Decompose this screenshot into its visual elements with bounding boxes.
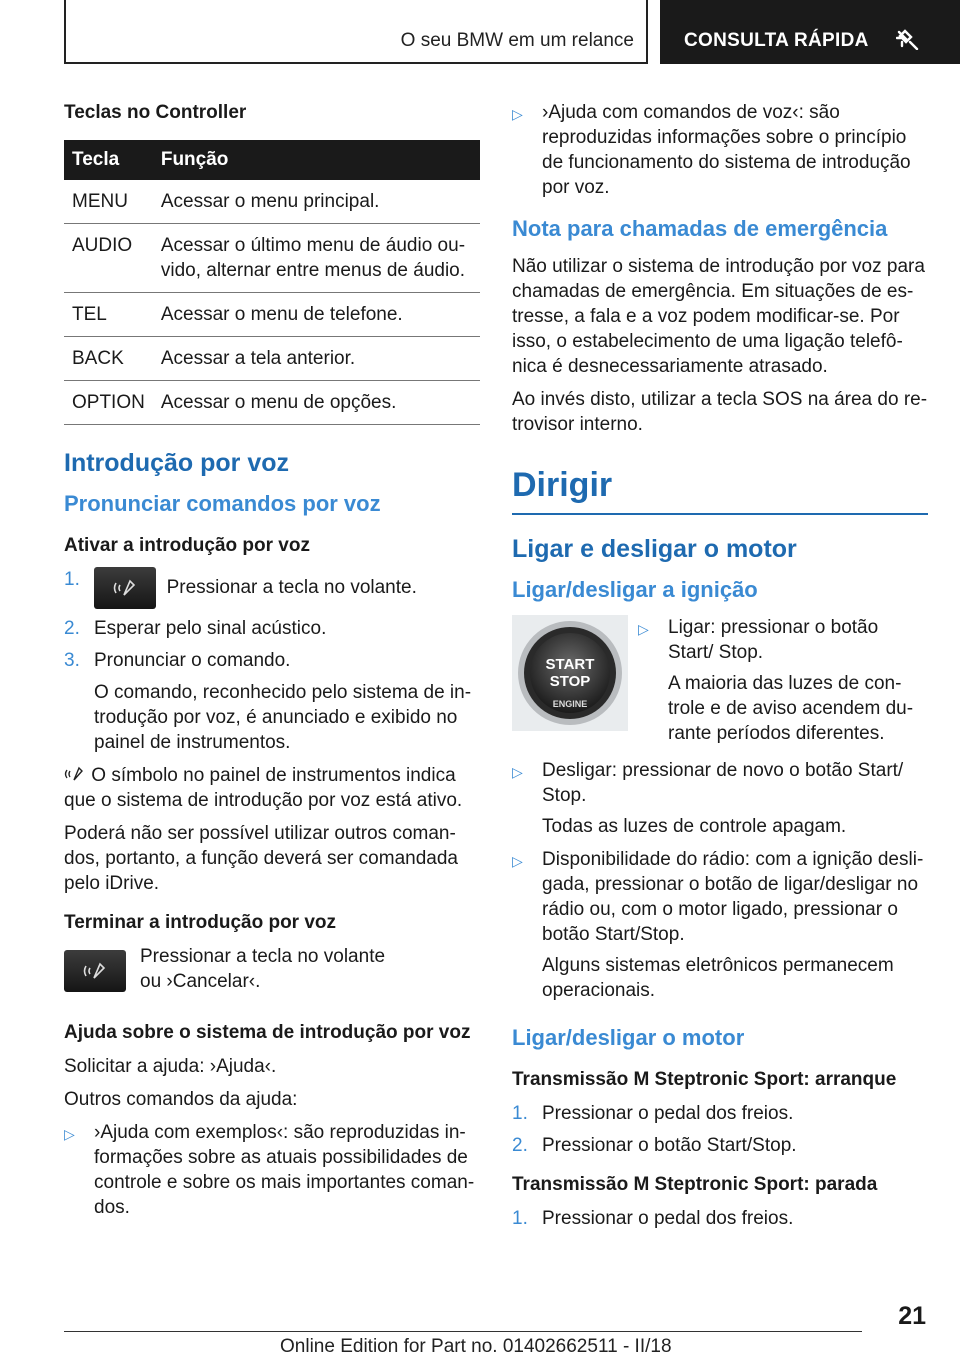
list-item <box>64 680 480 755</box>
table-cell-function: Acessar o último menu de áudio ouvido, alternar entre menus de áudio. <box>153 224 480 293</box>
bullet-text: Disponibilidade do rádio: com a ignição desligada, pressionar o botão de ligar/desligar no rádio ou, com o motor ligado, pressionar o botão Start/Stop. <box>542 849 924 945</box>
footer-edition: Online Edition for Part no. 01402662511 - II/18 <box>280 1336 672 1357</box>
header-section-box <box>64 0 648 64</box>
table-row <box>64 337 480 381</box>
bullet-triangle-icon: ▷ <box>638 621 649 637</box>
table-title: Teclas no Controller <box>64 102 247 123</box>
emergency-paragraph-1: Não utilizar o sistema de introdução por voz para chamadas de emergência. Em situações de estresse, a fala e a voz podem modificar-se. Por isso, o estabelecimento de uma ligação telefônica é desnecessariamente atrasado. <box>512 256 925 377</box>
right-column <box>512 100 928 1239</box>
heading-voice-commands: Pronunciar comandos por voz <box>64 491 381 516</box>
list-item <box>512 1101 928 1126</box>
bullet-triangle-icon: ▷ <box>64 1126 75 1142</box>
table-cell-key: BACK <box>64 337 153 381</box>
stop-steps <box>512 1206 928 1231</box>
heading-voice-help: Ajuda sobre o sistema de introdução por voz <box>64 1022 471 1043</box>
list-item <box>512 847 928 1003</box>
voice-key-image <box>94 567 156 609</box>
table-row <box>64 180 480 224</box>
symbol-paragraph <box>64 763 480 813</box>
bullet-text: ›Ajuda com exemplos‹: são reproduzidas informações sobre as atuais possibilidades de controle e sobre os mais importantes comandos. <box>94 1122 475 1218</box>
bullet-subtext: A maioria das luzes de controle e de aviso acendem durante períodos diferentes. <box>668 673 914 744</box>
list-item <box>64 616 480 641</box>
table-cell-function: Acessar o menu principal. <box>153 180 480 224</box>
step-number: 2. <box>64 618 80 639</box>
bullet-text: Desligar: pressionar de novo o botão Start/ Stop. <box>542 760 904 806</box>
heading-voice-input: Introdução por voz <box>64 449 289 477</box>
end-voice-text: Pressionar a tecla no volante ou ›Cancelar‹. <box>140 946 386 992</box>
help-bullets-cont <box>512 100 928 200</box>
other-commands-text: Outros comandos da ajuda: <box>64 1089 298 1110</box>
voice-command-icon <box>82 960 108 982</box>
step-text: Pronunciar o comando. <box>94 650 291 671</box>
step-text: Esperar pelo sinal acústico. <box>94 618 327 639</box>
end-voice-block <box>64 944 480 1002</box>
list-item <box>512 1133 928 1158</box>
table-cell-key: TEL <box>64 293 153 337</box>
button-label-engine: ENGINE <box>552 699 588 709</box>
header-section-title: O seu BMW em um relance <box>400 30 634 51</box>
idrive-note: Poderá não ser possível utilizar outros comandos, portanto, a função deverá ser comandada pelo iDrive. <box>64 823 458 894</box>
heading-engine: Ligar e desligar o motor <box>512 535 797 563</box>
voice-key-image <box>64 950 126 992</box>
ignition-bullets-cont <box>512 758 928 1003</box>
step-number: 3. <box>64 650 80 671</box>
start-steps <box>512 1101 928 1158</box>
table-cell-function: Acessar o menu de opções. <box>153 381 480 425</box>
list-item <box>64 648 480 673</box>
heading-emergency: Nota para chamadas de emergência <box>512 216 888 241</box>
footer-divider <box>64 1331 862 1332</box>
heading-driving: Dirigir <box>512 463 928 515</box>
table-row <box>64 224 480 293</box>
start-stop-button-icon <box>512 615 628 731</box>
header-tab-label: CONSULTA RÁPIDA <box>684 30 869 51</box>
bullet-text: ›Ajuda com comandos de voz‹: são reproduzidas informações sobre o princípio de funcionamento do sistema de introdução por voz. <box>542 102 911 198</box>
list-item <box>512 1206 928 1231</box>
table-cell-key: MENU <box>64 180 153 224</box>
table-header-function: Função <box>153 140 480 180</box>
emergency-paragraph-2: Ao invés disto, utilizar a tecla SOS na área do retrovisor interno. <box>512 389 928 435</box>
button-label-stop: STOP <box>549 673 591 690</box>
list-item <box>64 1120 480 1220</box>
help-text: Solicitar a ajuda: ›Ajuda‹. <box>64 1056 277 1077</box>
step-text: Pressionar o pedal dos freios. <box>542 1103 794 1124</box>
table-cell-key: OPTION <box>64 381 153 425</box>
symbol-note: O símbolo no painel de instrumentos indica que o sistema de introdução por voz está ativo. <box>64 765 463 811</box>
list-item <box>512 758 928 839</box>
list-item <box>638 615 928 746</box>
step-text: Pressionar o pedal dos freios. <box>542 1208 794 1229</box>
step-number: 1. <box>512 1208 528 1229</box>
step-text: Pressionar a tecla no volante. <box>166 577 417 599</box>
bullet-triangle-icon: ▷ <box>512 106 523 122</box>
step-text: Pressionar o botão Start/Stop. <box>542 1135 797 1156</box>
start-stop-button-image <box>512 615 628 731</box>
voice-symbol-icon <box>64 765 86 783</box>
heading-engine-start-stop: Ligar/desligar o motor <box>512 1025 745 1050</box>
controller-keys-table <box>64 140 480 425</box>
table-cell-function: Acessar a tela anterior. <box>153 337 480 381</box>
heading-start-procedure: Transmissão M Steptronic Sport: arranque <box>512 1069 897 1090</box>
ignition-block <box>512 615 928 754</box>
page-number: 21 <box>898 1302 926 1330</box>
bullet-triangle-icon: ▷ <box>512 764 523 780</box>
step-number: 1. <box>512 1103 528 1124</box>
step-number: 2. <box>512 1135 528 1156</box>
table-row <box>64 293 480 337</box>
help-bullets <box>64 1120 480 1220</box>
quick-reference-icon <box>896 28 920 50</box>
table-row <box>64 381 480 425</box>
step-note: O comando, reconhecido pelo sistema de introdução por voz, é anunciado e exibido no painel de instrumentos. <box>94 682 472 753</box>
bullet-triangle-icon: ▷ <box>512 853 523 869</box>
bullet-subtext: Alguns sistemas eletrônicos permanecem operacionais. <box>542 955 894 1001</box>
list-item <box>64 567 480 609</box>
list-item <box>512 100 928 200</box>
heading-end-voice: Terminar a introdução por voz <box>64 912 337 933</box>
heading-stop-procedure: Transmissão M Steptronic Sport: parada <box>512 1174 878 1195</box>
table-header-key: Tecla <box>64 140 153 180</box>
heading-activate-voice: Ativar a introdução por voz <box>64 535 310 556</box>
bullet-text: Ligar: pressionar o botão Start/ Stop. <box>668 617 879 663</box>
table-cell-function: Acessar o menu de telefone. <box>153 293 480 337</box>
left-column <box>64 100 480 1228</box>
table-cell-key: AUDIO <box>64 224 153 293</box>
heading-ignition: Ligar/desligar a ignição <box>512 577 758 602</box>
activate-steps <box>64 567 480 755</box>
step-number: 1. <box>64 569 80 590</box>
button-label-start: START <box>545 656 595 673</box>
ignition-bullets <box>638 615 928 754</box>
table-header-row <box>64 140 480 180</box>
voice-command-icon <box>112 577 138 599</box>
header-tab[interactable] <box>660 0 960 64</box>
bullet-subtext: Todas as luzes de controle apagam. <box>542 816 847 837</box>
